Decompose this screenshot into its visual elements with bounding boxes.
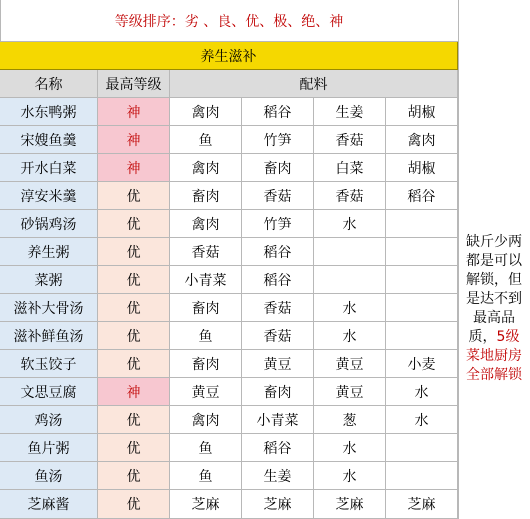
ingredient-cell: 生姜	[314, 98, 386, 126]
recipe-name-cell: 鱼汤	[0, 462, 98, 490]
max-grade-cell: 神	[98, 154, 170, 182]
max-grade-cell: 神	[98, 378, 170, 406]
ingredient-cell	[386, 266, 458, 294]
ingredient-cell: 稻谷	[386, 182, 458, 210]
ingredient-cell	[386, 238, 458, 266]
ingredient-cell: 竹笋	[242, 210, 314, 238]
ingredient-cell: 禽肉	[170, 154, 242, 182]
ingredient-cell: 稻谷	[242, 434, 314, 462]
unlock-note	[458, 233, 530, 385]
ingredient-cell: 禽肉	[386, 126, 458, 154]
recipe-name-cell: 滋补大骨汤	[0, 294, 98, 322]
ingredient-cell: 禽肉	[170, 406, 242, 434]
recipe-name-cell: 养生粥	[0, 238, 98, 266]
max-grade-cell: 优	[98, 294, 170, 322]
ingredient-cell: 水	[314, 434, 386, 462]
ingredient-cell: 稻谷	[242, 98, 314, 126]
recipe-name-cell: 开水白菜	[0, 154, 98, 182]
ingredient-cell: 鱼	[170, 322, 242, 350]
ingredient-cell: 禽肉	[170, 210, 242, 238]
recipe-name-cell: 宋嫂鱼羹	[0, 126, 98, 154]
ingredient-cell: 畜肉	[242, 154, 314, 182]
max-grade-cell: 神	[98, 98, 170, 126]
recipe-name-cell: 鸡汤	[0, 406, 98, 434]
ingredient-cell: 稻谷	[242, 238, 314, 266]
ingredient-cell: 水	[314, 294, 386, 322]
ingredient-cell: 水	[314, 210, 386, 238]
recipe-name-cell: 鱼片粥	[0, 434, 98, 462]
ingredient-cell: 黄豆	[242, 350, 314, 378]
max-grade-cell: 神	[98, 126, 170, 154]
max-grade-cell: 优	[98, 322, 170, 350]
ingredient-cell: 鱼	[170, 462, 242, 490]
ingredient-cell: 胡椒	[386, 98, 458, 126]
ingredient-cell: 畜肉	[170, 294, 242, 322]
recipe-name-cell: 砂锅鸡汤	[0, 210, 98, 238]
ingredient-cell	[386, 294, 458, 322]
section-title: 养生滋补	[0, 42, 458, 70]
ingredient-cell: 香菇	[314, 182, 386, 210]
ingredient-cell: 香菇	[242, 294, 314, 322]
ingredient-cell: 葱	[314, 406, 386, 434]
ingredient-cell: 水	[314, 462, 386, 490]
ingredient-cell: 香菇	[314, 126, 386, 154]
ingredient-cell	[386, 210, 458, 238]
ingredient-cell: 黄豆	[314, 378, 386, 406]
grade-order-title: 等级排序：劣 、良、优、极、绝、神	[0, 0, 458, 42]
recipe-name-cell: 芝麻酱	[0, 490, 98, 519]
max-grade-cell: 优	[98, 406, 170, 434]
ingredient-cell: 香菇	[242, 182, 314, 210]
ingredient-cell: 芝麻	[242, 490, 314, 519]
max-grade-cell: 优	[98, 266, 170, 294]
ingredient-cell: 生姜	[242, 462, 314, 490]
max-grade-cell: 优	[98, 462, 170, 490]
ingredient-cell: 白菜	[314, 154, 386, 182]
header-ingredients: 配料	[170, 70, 458, 98]
ingredient-cell: 黄豆	[170, 378, 242, 406]
ingredient-cell: 芝麻	[170, 490, 242, 519]
ingredient-cell: 鱼	[170, 434, 242, 462]
ingredient-cell: 水	[386, 378, 458, 406]
recipe-name-cell: 文思豆腐	[0, 378, 98, 406]
ingredient-cell: 香菇	[170, 238, 242, 266]
ingredient-cell	[386, 322, 458, 350]
ingredient-cell	[386, 462, 458, 490]
ingredient-cell: 芝麻	[386, 490, 458, 519]
max-grade-cell: 优	[98, 434, 170, 462]
max-grade-cell: 优	[98, 350, 170, 378]
ingredient-cell: 竹笋	[242, 126, 314, 154]
unlock-note-highlight: 5级菜地厨房全部解锁	[466, 329, 522, 383]
ingredient-cell: 芝麻	[314, 490, 386, 519]
recipe-name-cell: 软玉饺子	[0, 350, 98, 378]
max-grade-cell: 优	[98, 210, 170, 238]
ingredient-cell	[386, 434, 458, 462]
recipe-name-cell: 菜粥	[0, 266, 98, 294]
unlock-note-text: 缺斤少两都是可以解锁，但是达不到最高品质，	[466, 234, 522, 345]
ingredient-cell: 稻谷	[242, 266, 314, 294]
ingredient-cell: 畜肉	[170, 182, 242, 210]
recipe-name-cell: 水东鸭粥	[0, 98, 98, 126]
ingredient-cell: 香菇	[242, 322, 314, 350]
ingredient-cell: 鱼	[170, 126, 242, 154]
ingredient-cell: 黄豆	[314, 350, 386, 378]
ingredient-cell: 禽肉	[170, 98, 242, 126]
max-grade-cell: 优	[98, 182, 170, 210]
ingredient-cell: 畜肉	[170, 350, 242, 378]
ingredient-cell: 小麦	[386, 350, 458, 378]
ingredient-cell	[314, 266, 386, 294]
max-grade-cell: 优	[98, 238, 170, 266]
ingredient-cell: 畜肉	[242, 378, 314, 406]
ingredient-cell: 胡椒	[386, 154, 458, 182]
recipe-name-cell: 滋补鲜鱼汤	[0, 322, 98, 350]
ingredient-cell: 水	[386, 406, 458, 434]
ingredient-cell: 水	[314, 322, 386, 350]
header-name: 名称	[0, 70, 98, 98]
recipe-name-cell: 淳安米羹	[0, 182, 98, 210]
ingredient-cell: 小青菜	[242, 406, 314, 434]
ingredient-cell	[314, 238, 386, 266]
header-grade: 最高等级	[98, 70, 170, 98]
ingredient-cell: 小青菜	[170, 266, 242, 294]
max-grade-cell: 优	[98, 490, 170, 519]
